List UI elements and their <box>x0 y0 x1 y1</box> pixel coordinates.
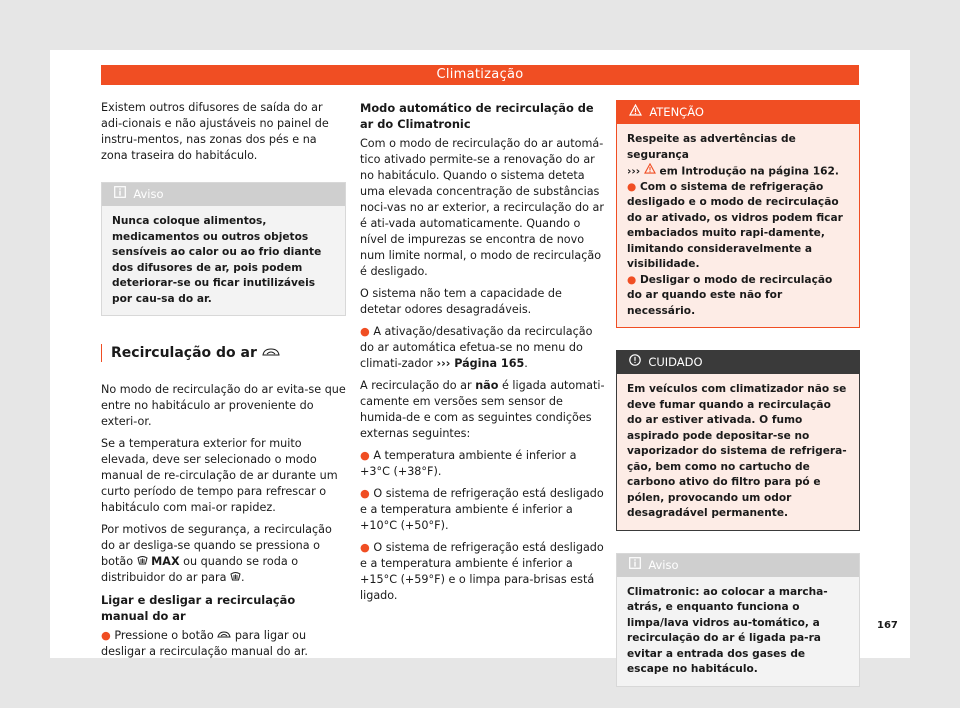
bullet-condition-2: ● O sistema de refrigeração está desligado e a temperatura ambiente é inferior a +10°C (+50°F). <box>360 487 604 532</box>
warning-ref-icon <box>644 163 656 180</box>
subheading-auto: Modo automático de recirculação de ar do Climatronic <box>360 101 594 131</box>
aviso-box-2 <box>616 553 860 687</box>
cuidado-box-header <box>617 351 859 374</box>
recirculation-button-icon <box>217 628 231 644</box>
warning-triangle-icon <box>629 101 642 124</box>
aviso-text: Nunca coloque alimentos, medicamentos ou outros objetos sensíveis ao calor ou ao frio diante dos difusores de ar, pois podem deteriorar-se ou ficar inutilizáveis por cau-sa do ar. <box>112 215 322 305</box>
atencao-title: ATENÇÃO <box>649 105 704 119</box>
bullet-condition-1: ● A temperatura ambiente é inferior a +3°C (+38°F). <box>360 449 577 478</box>
recirculation-icon <box>262 344 280 362</box>
page-header: Climatização <box>101 65 859 85</box>
cuidado-text: Em veículos com climatizador não se deve fumar quando a recirculação do ar estiver ativada. O fumo aspirado pode depositar-se no vaporizador do sistema de refrigera-ção, bem como no cartucho de carbono ativo do filtro para pó e pólen, provocando um odor desagradável permanente. <box>627 383 847 520</box>
caution-circle-icon <box>629 351 641 374</box>
bullet-auto-menu: ● A ativação/desativação da recirculação do ar automática efetua-se no menu do climati-zador ››› Página 165. <box>360 325 593 370</box>
cuidado-box <box>616 350 860 531</box>
paragraph-auto-3: A recirculação do ar não é ligada automati-camente em versões sem sensor de humida-de e com as seguintes condições externas seguintes: <box>360 379 605 440</box>
atencao-line-1: Respeite as advertências de segurança <box>627 133 796 161</box>
subheading-manual: Ligar e desligar a recirculação manual do ar <box>101 593 296 623</box>
windshield-icon <box>230 570 241 586</box>
aviso-title: Aviso <box>133 187 164 201</box>
aviso-box-2-header <box>617 554 859 577</box>
atencao-line-2: ››› em Introdução na página 162. <box>627 163 849 180</box>
aviso-box-header <box>102 183 345 206</box>
bullet-manual: ● Pressione o botão para ligar ou desligar a recirculação manual do ar. <box>101 629 308 658</box>
paragraph-1: No modo de recirculação do ar evita-se que entre no habitáculo ar proveniente do exteri-or. <box>101 383 346 428</box>
aviso-box-1 <box>101 182 346 316</box>
windshield-defrost-icon <box>137 554 148 570</box>
atencao-bullet-1: ● Com o sistema de refrigeração desligado e o modo de recirculação do ar ativado, os vidros podem ficar embaciados muito rapi-damente, limitando consideravelmente a visibilidade. <box>627 180 843 271</box>
info-icon <box>629 554 641 577</box>
bullet-condition-3: ● O sistema de refrigeração está desligado e a temperatura ambiente é inferior a +15°C (+59°F) e o limpa para-brisas está ligado. <box>360 541 604 602</box>
column-2 <box>360 100 605 610</box>
atencao-bullet-2: ● Desligar o modo de recirculação do ar quando este não for necessário. <box>627 273 833 317</box>
intro-paragraph: Existem outros difusores de saída do ar adi-cionais e não ajustáveis no painel de instru-mentos, nas zonas dos pés e na zona traseira do habitáculo. <box>101 101 329 162</box>
page-reference-link[interactable]: ››› Página 165 <box>436 357 525 370</box>
page-number: 167 <box>877 620 898 631</box>
atencao-box-header <box>617 101 859 124</box>
paragraph-2: Se a temperatura exterior for muito elevada, deve ser selecionado o modo manual de re-circulação de ar durante um curto período de tempo para refrescar o habitáculo com mai-or rapidez. <box>101 437 338 514</box>
atencao-box <box>616 100 860 328</box>
cuidado-title: CUIDADO <box>648 355 703 370</box>
paragraph-3: Por motivos de segurança, a recirculação do ar desliga-se quando se pressiona o botão MAX ou quando se roda o distribuidor do ar para . <box>101 523 332 584</box>
section-title: Recirculação do ar <box>101 344 346 362</box>
column-1 <box>101 100 346 666</box>
aviso-2-title: Aviso <box>648 557 679 572</box>
column-3 <box>616 100 860 697</box>
paragraph-auto-1: Com o modo de recirculação do ar automá-tico ativado permite-se a renovação do ar no habitáculo. Quando o sistema deteta uma elevada concentração de substâncias noci-vas no ar exterior, a recirculação do ar é ati-vada automaticamente. Quando o nível de impurezas se encontra de novo num limite normal, o modo de recirculação é desligado. <box>360 137 604 278</box>
aviso-2-text: Climatronic: ao colocar a marcha-atrás, e enquanto funciona o limpa/lava vidros au-tomático, a recirculação do ar é ligada pa-ra evitar a entrada dos gases de escape no habitáculo. <box>627 585 828 676</box>
paragraph-auto-2: O sistema não tem a capacidade de detetar odores desagradáveis. <box>360 287 562 316</box>
info-icon <box>114 183 126 206</box>
